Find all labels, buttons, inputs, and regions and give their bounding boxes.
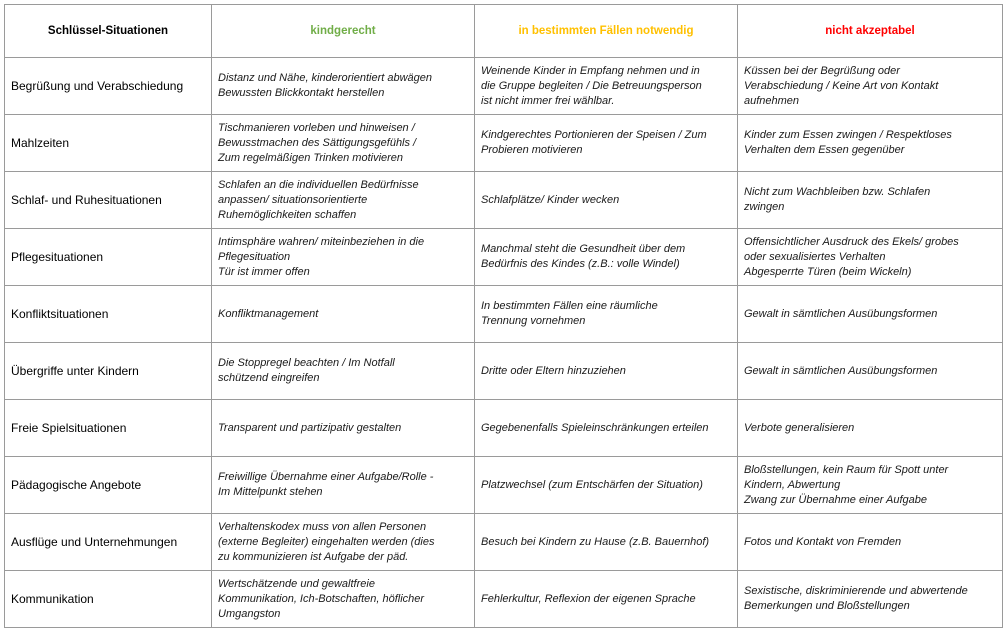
cell-text-line: schützend eingreifen bbox=[218, 372, 320, 384]
cell-text-line: Transparent und partizipativ gestalten bbox=[218, 421, 402, 434]
cell-text-line: Sexistische, diskriminierende und abwertende bbox=[744, 585, 968, 597]
cell-child-appropriate bbox=[212, 571, 475, 628]
cell-unacceptable bbox=[738, 400, 1003, 457]
cell-text-line: Verbote generalisieren bbox=[744, 421, 855, 434]
cell-child-appropriate bbox=[212, 514, 475, 571]
table-row bbox=[5, 58, 1003, 115]
cell-text-line: Schlafplätze/ Kinder wecken bbox=[481, 193, 620, 206]
cell-situation: Pflegesituationen bbox=[5, 229, 212, 286]
cell-situation: Mahlzeiten bbox=[5, 115, 212, 172]
cell-necessary-in-cases bbox=[475, 343, 738, 400]
cell-situation: Kommunikation bbox=[5, 571, 212, 628]
cell-text-line: die Gruppe begleiten / Die Betreuungsperson bbox=[481, 79, 702, 92]
table-row bbox=[5, 229, 1003, 286]
cell-situation: Freie Spielsituationen bbox=[5, 400, 212, 457]
cell-text-line: Verhalten dem Essen gegenüber bbox=[744, 144, 905, 156]
cell-text-line: aufnehmen bbox=[744, 94, 800, 107]
cell-text-line: ist nicht immer frei wählbar. bbox=[481, 94, 615, 107]
cell-child-appropriate bbox=[212, 58, 475, 115]
cell-necessary-in-cases bbox=[475, 172, 738, 229]
cell-text-line: Zwang zur Übernahme einer Aufgabe bbox=[744, 493, 928, 506]
table-row bbox=[5, 115, 1003, 172]
cell-child-appropriate bbox=[212, 343, 475, 400]
cell-necessary-in-cases bbox=[475, 457, 738, 514]
cell-text-line: Besuch bei Kindern zu Hause (z.B. Bauernhof) bbox=[481, 535, 710, 548]
table-row bbox=[5, 172, 1003, 229]
cell-situation: Ausflüge und Unternehmungen bbox=[5, 514, 212, 571]
cell-child-appropriate bbox=[212, 286, 475, 343]
cell-text-line: Kommunikation, Ich-Botschaften, höflicher bbox=[218, 592, 425, 605]
header-child-appropriate: kindgerecht bbox=[212, 5, 475, 58]
cell-necessary-in-cases bbox=[475, 400, 738, 457]
cell-text-line: Konfliktmanagement bbox=[218, 307, 319, 320]
table-body bbox=[5, 58, 1003, 628]
cell-child-appropriate bbox=[212, 457, 475, 514]
cell-text-line: Kindgerechtes Portionieren der Speisen / Zum bbox=[481, 129, 707, 141]
cell-text-line: Abgesperrte Türen (beim Wickeln) bbox=[744, 265, 912, 278]
table-row bbox=[5, 400, 1003, 457]
cell-unacceptable bbox=[738, 172, 1003, 229]
cell-text-line: Dritte oder Eltern hinzuziehen bbox=[481, 364, 626, 377]
cell-text-line: Fotos und Kontakt von Fremden bbox=[744, 535, 902, 548]
cell-text-line: Distanz und Nähe, kinderorientiert abwägen bbox=[218, 72, 433, 84]
cell-text-line: Fehlerkultur, Reflexion der eigenen Sprache bbox=[481, 592, 696, 605]
cell-text-line: Gewalt in sämtlichen Ausübungsformen bbox=[744, 307, 938, 320]
cell-text-line: (externe Begleiter) eingehalten werden (dies bbox=[218, 535, 435, 548]
cell-child-appropriate bbox=[212, 172, 475, 229]
table-row bbox=[5, 343, 1003, 400]
cell-unacceptable bbox=[738, 286, 1003, 343]
cell-text-line: zu kommunizieren ist Aufgabe der päd. bbox=[218, 550, 409, 563]
situation-matrix bbox=[4, 4, 1003, 628]
cell-necessary-in-cases bbox=[475, 115, 738, 172]
cell-text-line: Gegebenenfalls Spieleinschränkungen erteilen bbox=[481, 421, 709, 434]
table-row bbox=[5, 457, 1003, 514]
cell-text-line: Ruhemöglichkeiten schaffen bbox=[218, 208, 357, 221]
cell-text-line: anpassen/ situationsorientierte bbox=[218, 193, 368, 206]
cell-unacceptable bbox=[738, 115, 1003, 172]
cell-text-line: Nicht zum Wachbleiben bzw. Schlafen bbox=[744, 186, 931, 198]
cell-text-line: Tür ist immer offen bbox=[218, 265, 310, 278]
table-row bbox=[5, 286, 1003, 343]
cell-text-line: Weinende Kinder in Empfang nehmen und in bbox=[481, 64, 700, 77]
cell-text-line: Kinder zum Essen zwingen / Respektloses bbox=[744, 129, 952, 141]
cell-text-line: Verabschiedung / Keine Art von Kontakt bbox=[744, 79, 939, 92]
cell-text-line: Manchmal steht die Gesundheit über dem bbox=[481, 243, 686, 255]
cell-text-line: Verhaltenskodex muss von allen Personen bbox=[218, 520, 427, 533]
cell-unacceptable bbox=[738, 229, 1003, 286]
cell-text-line: Bemerkungen und Bloßstellungen bbox=[744, 600, 910, 612]
cell-text-line: Im Mittelpunkt stehen bbox=[218, 486, 323, 498]
cell-text-line: Zum regelmäßigen Trinken motivieren bbox=[218, 151, 404, 164]
header-situations: Schlüssel-Situationen bbox=[5, 5, 212, 58]
cell-text-line: Bewussten Blickkontakt herstellen bbox=[218, 87, 385, 99]
cell-text-line: In bestimmten Fällen eine räumliche bbox=[481, 300, 658, 312]
cell-text-line: Intimsphäre wahren/ miteinbeziehen in die bbox=[218, 235, 425, 248]
cell-text-line: Kindern, Abwertung bbox=[744, 478, 841, 491]
cell-child-appropriate bbox=[212, 400, 475, 457]
cell-unacceptable bbox=[738, 457, 1003, 514]
cell-text-line: Umgangston bbox=[218, 607, 281, 620]
cell-text-line: Die Stoppregel beachten / Im Notfall bbox=[218, 357, 395, 369]
cell-necessary-in-cases bbox=[475, 571, 738, 628]
cell-unacceptable bbox=[738, 58, 1003, 115]
cell-necessary-in-cases bbox=[475, 58, 738, 115]
cell-necessary-in-cases bbox=[475, 229, 738, 286]
cell-text-line: Gewalt in sämtlichen Ausübungsformen bbox=[744, 364, 938, 377]
cell-unacceptable bbox=[738, 514, 1003, 571]
cell-text-line: Probieren motivieren bbox=[481, 144, 583, 156]
cell-text-line: Freiwillige Übernahme einer Aufgabe/Rolle - bbox=[218, 471, 434, 483]
cell-text-line: Offensichtlicher Ausdruck des Ekels/ grobes bbox=[744, 235, 959, 248]
key-situations-table bbox=[4, 4, 1003, 628]
cell-situation: Übergriffe unter Kindern bbox=[5, 343, 212, 400]
cell-child-appropriate bbox=[212, 229, 475, 286]
table-row bbox=[5, 571, 1003, 628]
cell-child-appropriate bbox=[212, 115, 475, 172]
header-unacceptable: nicht akzeptabel bbox=[738, 5, 1003, 58]
cell-situation: Schlaf- und Ruhesituationen bbox=[5, 172, 212, 229]
cell-unacceptable bbox=[738, 571, 1003, 628]
cell-situation: Konfliktsituationen bbox=[5, 286, 212, 343]
header-necessary-in-cases: in bestimmten Fällen notwendig bbox=[475, 5, 738, 58]
cell-text-line: Pflegesituation bbox=[218, 250, 291, 263]
cell-text-line: Küssen bei der Begrüßung oder bbox=[744, 64, 900, 77]
cell-text-line: Wertschätzende und gewaltfreie bbox=[218, 577, 375, 590]
cell-text-line: oder sexualisiertes Verhalten bbox=[744, 250, 886, 263]
cell-necessary-in-cases bbox=[475, 514, 738, 571]
cell-text-line: Tischmanieren vorleben und hinweisen / bbox=[218, 121, 415, 134]
cell-unacceptable bbox=[738, 343, 1003, 400]
cell-text-line: Bedürfnis des Kindes (z.B.: volle Windel) bbox=[481, 258, 680, 270]
cell-text-line: Trennung vornehmen bbox=[481, 315, 586, 327]
cell-text-line: Bewusstmachen des Sättigungsgefühls / bbox=[218, 136, 417, 149]
table-header-row bbox=[5, 5, 1003, 58]
cell-situation: Begrüßung und Verabschiedung bbox=[5, 58, 212, 115]
cell-text-line: Bloßstellungen, kein Raum für Spott unter bbox=[744, 463, 949, 476]
cell-text-line: Platzwechsel (zum Entschärfen der Situation) bbox=[481, 478, 703, 491]
cell-situation: Pädagogische Angebote bbox=[5, 457, 212, 514]
table-row bbox=[5, 514, 1003, 571]
cell-text-line: zwingen bbox=[744, 201, 785, 213]
cell-text-line: Schlafen an die individuellen Bedürfnisse bbox=[218, 178, 419, 191]
cell-necessary-in-cases bbox=[475, 286, 738, 343]
